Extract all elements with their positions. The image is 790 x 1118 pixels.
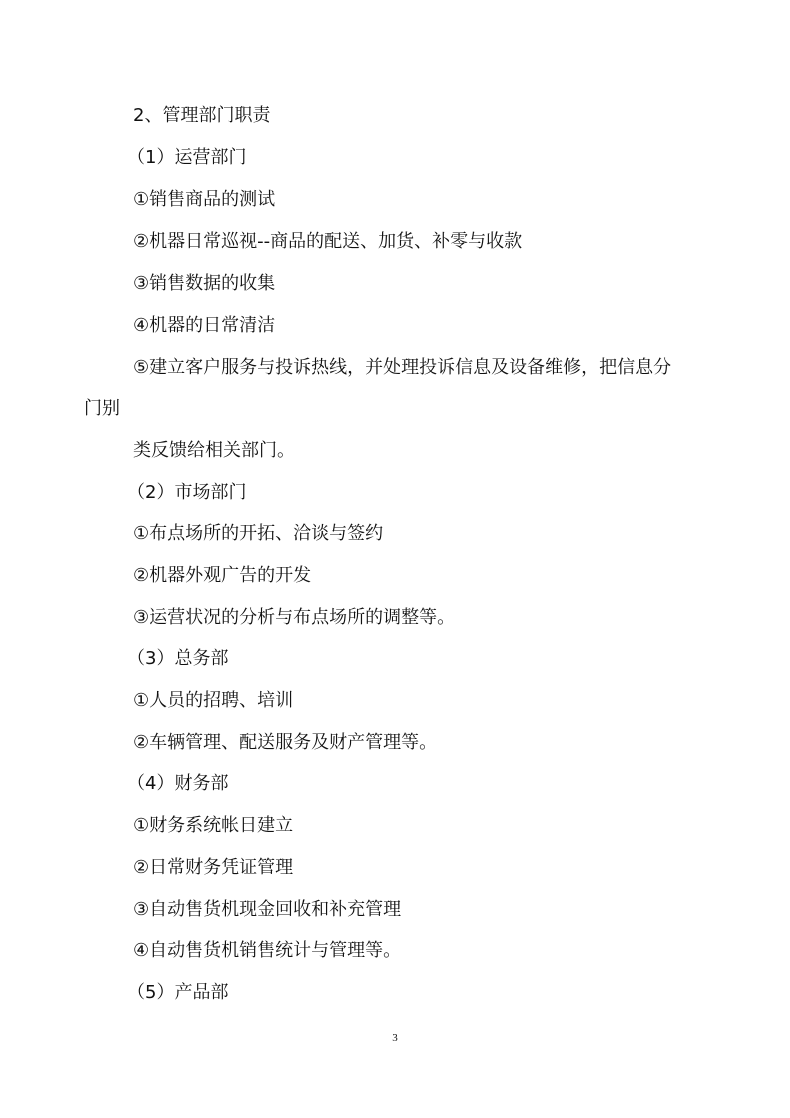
list-item: ④自动售货机销售统计与管理等。 — [133, 940, 402, 961]
list-item-continuation: 门别 — [84, 398, 120, 419]
list-item: ③销售数据的收集 — [133, 273, 276, 294]
list-item: ②日常财务凭证管理 — [133, 857, 294, 878]
list-item: ③自动售货机现金回收和补充管理 — [133, 899, 402, 920]
list-item: ②机器外观广告的开发 — [133, 565, 312, 586]
subsection-heading: （2）市场部门 — [127, 482, 247, 503]
page-number: 3 — [392, 1032, 398, 1044]
list-item: ①布点场所的开拓、洽谈与签约 — [133, 523, 384, 544]
list-item: ②机器日常巡视--商品的配送、加货、补零与收款 — [133, 231, 523, 252]
list-item: ①财务系统帐日建立 — [133, 815, 294, 836]
subsection-heading: （1）运营部门 — [127, 147, 247, 168]
list-item: ①销售商品的测试 — [133, 189, 276, 210]
list-item: ①人员的招聘、培训 — [133, 690, 294, 711]
list-item: ②车辆管理、配送服务及财产管理等。 — [133, 732, 438, 753]
list-item-continuation: 类反馈给相关部门。 — [133, 440, 295, 461]
subsection-heading: （4）财务部 — [127, 773, 229, 794]
section-heading: 2、管理部门职责 — [133, 105, 271, 126]
subsection-heading: （3）总务部 — [127, 648, 229, 669]
list-item: ③运营状况的分析与布点场所的调整等。 — [133, 607, 456, 628]
list-item: ④机器的日常清洁 — [133, 315, 276, 336]
list-item: ⑤建立客户服务与投诉热线，并处理投诉信息及设备维修，把信息分 — [133, 357, 672, 378]
subsection-heading: （5）产品部 — [127, 982, 229, 1003]
